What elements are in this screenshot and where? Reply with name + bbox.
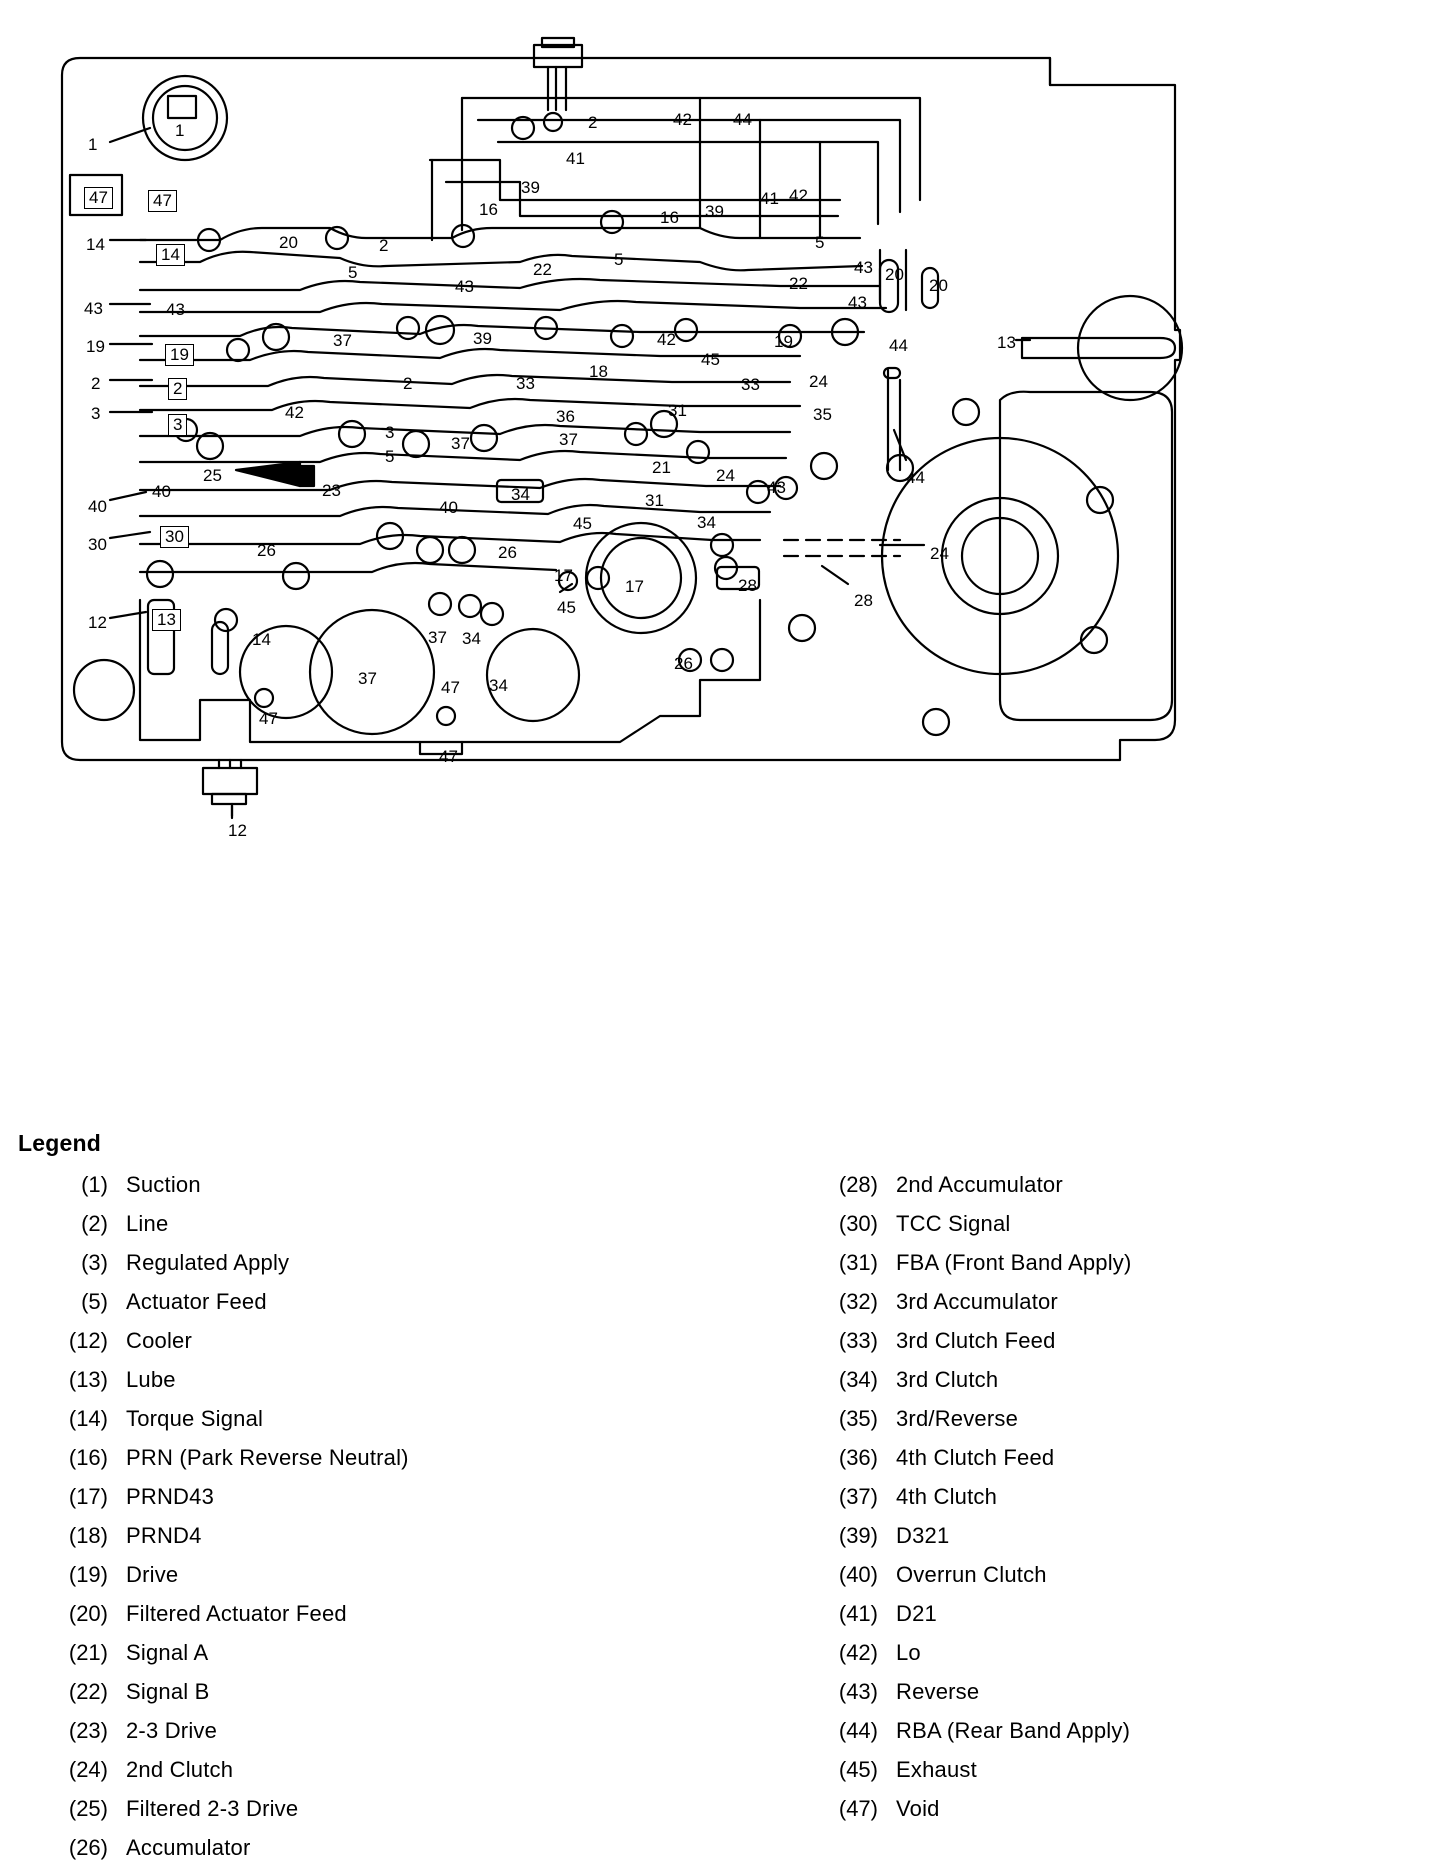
valve-body-diagram	[0, 0, 1456, 900]
legend-item-label: Signal A	[126, 1640, 209, 1665]
callout-21: 21	[652, 458, 671, 477]
legend-item-number: (32)	[838, 1289, 878, 1314]
legend-item	[820, 1757, 1132, 1796]
legend-item	[820, 1367, 1132, 1406]
legend-item-number: (13)	[68, 1367, 108, 1392]
legend-item-label: Regulated Apply	[126, 1250, 290, 1275]
legend-item-number: (22)	[68, 1679, 108, 1704]
callout-25: 25	[203, 466, 222, 485]
legend-item	[50, 1757, 409, 1796]
callout-47: 47	[439, 747, 458, 766]
callout-28: 28	[854, 591, 873, 610]
callout-28: 28	[738, 576, 757, 595]
legend-item	[50, 1679, 409, 1718]
legend-item	[50, 1250, 409, 1289]
legend-item-number: (35)	[838, 1406, 878, 1431]
legend-item	[820, 1445, 1132, 1484]
legend-item-number: (44)	[838, 1718, 878, 1743]
callout-2: 2	[403, 374, 413, 393]
callout-3: 3	[168, 414, 187, 436]
callout-37: 37	[358, 669, 377, 688]
legend-item	[50, 1328, 409, 1367]
callout-16: 16	[660, 208, 679, 227]
legend-item-number: (24)	[68, 1757, 108, 1782]
legend-item-number: (33)	[838, 1328, 878, 1353]
callout-17: 17	[554, 566, 573, 585]
legend-item-number: (14)	[68, 1406, 108, 1431]
callout-3: 3	[385, 423, 395, 442]
callout-33: 33	[516, 374, 535, 393]
callout-47: 47	[148, 190, 177, 212]
legend-item-number: (47)	[838, 1796, 878, 1821]
legend-item-number: (2)	[81, 1211, 108, 1236]
legend-item-number: (17)	[68, 1484, 108, 1509]
legend-item	[820, 1406, 1132, 1445]
callout-35: 35	[813, 405, 832, 424]
callout-30: 30	[160, 526, 189, 548]
legend-item-number: (37)	[838, 1484, 878, 1509]
callout-41: 41	[566, 149, 585, 168]
legend-item	[50, 1640, 409, 1679]
legend-item-number: (28)	[838, 1172, 878, 1197]
legend-item-label: Accumulator	[126, 1835, 251, 1860]
legend-item	[820, 1211, 1132, 1250]
legend-item-number: (42)	[838, 1640, 878, 1665]
callout-34: 34	[697, 513, 716, 532]
legend-item	[820, 1250, 1132, 1289]
legend-item-number: (5)	[81, 1289, 108, 1314]
legend-item-label: Lo	[896, 1640, 921, 1665]
valve-body-schematic	[0, 0, 1456, 900]
callout-5: 5	[815, 233, 825, 252]
callout-39: 39	[705, 202, 724, 221]
callout-3: 3	[91, 404, 101, 423]
legend-item-label: PRN (Park Reverse Neutral)	[126, 1445, 409, 1470]
legend-title: Legend	[18, 1130, 101, 1156]
callout-22: 22	[789, 274, 808, 293]
callout-47: 47	[84, 187, 113, 209]
legend-item-label: PRND4	[126, 1523, 202, 1548]
callout-42: 42	[673, 110, 692, 129]
legend-item	[820, 1562, 1132, 1601]
legend-item-label: TCC Signal	[896, 1211, 1011, 1236]
legend-item-label: PRND43	[126, 1484, 215, 1509]
legend-item-label: FBA (Front Band Apply)	[896, 1250, 1132, 1275]
legend-item-number: (16)	[68, 1445, 108, 1470]
legend-item-number: (26)	[68, 1835, 108, 1860]
callout-18: 18	[589, 362, 608, 381]
legend-item-number: (1)	[81, 1172, 108, 1197]
callout-31: 31	[668, 401, 687, 420]
legend-item-number: (23)	[68, 1718, 108, 1743]
callout-39: 39	[473, 329, 492, 348]
legend-item-label: Filtered Actuator Feed	[126, 1601, 347, 1626]
legend-item-label: 3rd Clutch Feed	[896, 1328, 1056, 1353]
legend-item-number: (18)	[68, 1523, 108, 1548]
legend-item	[820, 1679, 1132, 1718]
callout-19: 19	[86, 337, 105, 356]
callout-19: 19	[165, 344, 194, 366]
callout-24: 24	[930, 544, 949, 563]
legend-item-label: Actuator Feed	[126, 1289, 267, 1314]
callout-2: 2	[168, 378, 187, 400]
legend-item-number: (31)	[838, 1250, 878, 1275]
legend-item-number: (36)	[838, 1445, 878, 1470]
legend-item	[50, 1445, 409, 1484]
callout-14: 14	[156, 244, 185, 266]
legend-item-label: 3rd Clutch	[896, 1367, 999, 1392]
callout-37: 37	[333, 331, 352, 350]
legend-item-label: RBA (Rear Band Apply)	[896, 1718, 1131, 1743]
legend-item	[50, 1172, 409, 1211]
callout-16: 16	[479, 200, 498, 219]
callout-22: 22	[533, 260, 552, 279]
callout-2: 2	[588, 113, 598, 132]
callout-5: 5	[348, 263, 358, 282]
callout-13: 13	[997, 333, 1016, 352]
legend-item-label: Cooler	[126, 1328, 193, 1353]
legend-item	[820, 1718, 1132, 1757]
callout-26: 26	[257, 541, 276, 560]
legend-item	[820, 1172, 1132, 1211]
callout-1: 1	[175, 121, 185, 140]
legend-item-label: D21	[896, 1601, 937, 1626]
callout-20: 20	[929, 276, 948, 295]
callout-43: 43	[84, 299, 103, 318]
legend-item-number: (41)	[838, 1601, 878, 1626]
legend-item-label: 3rd/Reverse	[896, 1406, 1019, 1431]
legend-item	[820, 1640, 1132, 1679]
legend-item	[50, 1406, 409, 1445]
callout-12: 12	[228, 821, 247, 840]
callout-34: 34	[462, 629, 481, 648]
callout-42: 42	[789, 186, 808, 205]
legend-item	[50, 1562, 409, 1601]
callout-5: 5	[614, 250, 624, 269]
legend-item-number: (43)	[838, 1679, 878, 1704]
legend-item-label: Exhaust	[896, 1757, 977, 1782]
legend-item	[50, 1211, 409, 1250]
legend-item-number: (45)	[838, 1757, 878, 1782]
callout-40: 40	[439, 498, 458, 517]
callout-43: 43	[455, 277, 474, 296]
callout-36: 36	[556, 407, 575, 426]
legend-item	[50, 1601, 409, 1640]
callout-17: 17	[625, 577, 644, 596]
legend-item	[50, 1835, 409, 1874]
legend-item-number: (20)	[68, 1601, 108, 1626]
callout-1: 1	[88, 135, 98, 154]
callout-45: 45	[701, 350, 720, 369]
callout-37: 37	[451, 434, 470, 453]
legend-item-label: Suction	[126, 1172, 201, 1197]
legend-item-label: 2nd Accumulator	[896, 1172, 1063, 1197]
callout-14: 14	[252, 630, 271, 649]
legend-item	[820, 1328, 1132, 1367]
callout-47: 47	[259, 709, 278, 728]
callout-40: 40	[88, 497, 107, 516]
legend-item-label: 3rd Accumulator	[896, 1289, 1058, 1314]
legend-item-label: Drive	[126, 1562, 179, 1587]
callout-42: 42	[657, 330, 676, 349]
callout-47: 47	[441, 678, 460, 697]
callout-37: 37	[428, 628, 447, 647]
legend-item	[820, 1523, 1132, 1562]
callout-2: 2	[379, 236, 389, 255]
legend-item-number: (3)	[81, 1250, 108, 1275]
legend-item	[820, 1289, 1132, 1328]
legend-column-left	[50, 1172, 409, 1874]
callout-45: 45	[557, 598, 576, 617]
legend-item	[50, 1289, 409, 1328]
callout-34: 34	[511, 485, 530, 504]
callout-43: 43	[854, 258, 873, 277]
callout-2: 2	[91, 374, 101, 393]
legend-item	[50, 1367, 409, 1406]
callout-43: 43	[166, 300, 185, 319]
legend-item-label: Signal B	[126, 1679, 210, 1704]
legend-item	[50, 1796, 409, 1835]
legend-item-label: 2nd Clutch	[126, 1757, 234, 1782]
callout-42: 42	[285, 403, 304, 422]
callout-12: 12	[88, 613, 107, 632]
callout-37: 37	[559, 430, 578, 449]
callout-14: 14	[86, 235, 105, 254]
callout-31: 31	[645, 491, 664, 510]
callout-5: 5	[385, 447, 395, 466]
legend-item-label: Lube	[126, 1367, 176, 1392]
legend-item-label: Filtered 2-3 Drive	[126, 1796, 299, 1821]
callout-30: 30	[88, 535, 107, 554]
callout-20: 20	[885, 265, 904, 284]
callout-45: 45	[573, 514, 592, 533]
legend-item-label: Overrun Clutch	[896, 1562, 1047, 1587]
legend-item-number: (30)	[838, 1211, 878, 1236]
callout-44: 44	[733, 110, 752, 129]
callout-40: 40	[152, 482, 171, 501]
callout-41: 41	[760, 189, 779, 208]
callout-26: 26	[674, 654, 693, 673]
legend-item-label: 2-3 Drive	[126, 1718, 218, 1743]
callout-44: 44	[906, 468, 925, 487]
legend-item	[50, 1718, 409, 1757]
legend-item-number: (12)	[68, 1328, 108, 1353]
legend-item-number: (21)	[68, 1640, 108, 1665]
callout-13: 13	[152, 609, 181, 631]
callout-43: 43	[848, 293, 867, 312]
legend-item-label: 4th Clutch	[896, 1484, 998, 1509]
legend-item-number: (40)	[838, 1562, 878, 1587]
callout-26: 26	[498, 543, 517, 562]
legend-item-label: 4th Clutch Feed	[896, 1445, 1055, 1470]
legend-item-label: Void	[896, 1796, 940, 1821]
legend-item	[820, 1484, 1132, 1523]
legend-item	[50, 1484, 409, 1523]
callout-23: 23	[322, 481, 341, 500]
legend-item-number: (19)	[68, 1562, 108, 1587]
callout-24: 24	[716, 466, 735, 485]
callout-19: 19	[774, 332, 793, 351]
legend-item-label: Torque Signal	[126, 1406, 264, 1431]
callout-39: 39	[521, 178, 540, 197]
legend-item-number: (39)	[838, 1523, 878, 1548]
legend-column-right	[820, 1172, 1132, 1835]
callout-20: 20	[279, 233, 298, 252]
legend-item	[820, 1601, 1132, 1640]
callout-33: 33	[741, 375, 760, 394]
callout-43: 43	[767, 478, 786, 497]
callout-24: 24	[809, 372, 828, 391]
callout-44: 44	[889, 336, 908, 355]
legend-item-label: D321	[896, 1523, 950, 1548]
legend-item	[50, 1523, 409, 1562]
legend-item-number: (25)	[68, 1796, 108, 1821]
legend-item	[820, 1796, 1132, 1835]
callout-34: 34	[489, 676, 508, 695]
legend-item-label: Line	[126, 1211, 169, 1236]
legend-item-label: Reverse	[896, 1679, 980, 1704]
legend-item-number: (34)	[838, 1367, 878, 1392]
